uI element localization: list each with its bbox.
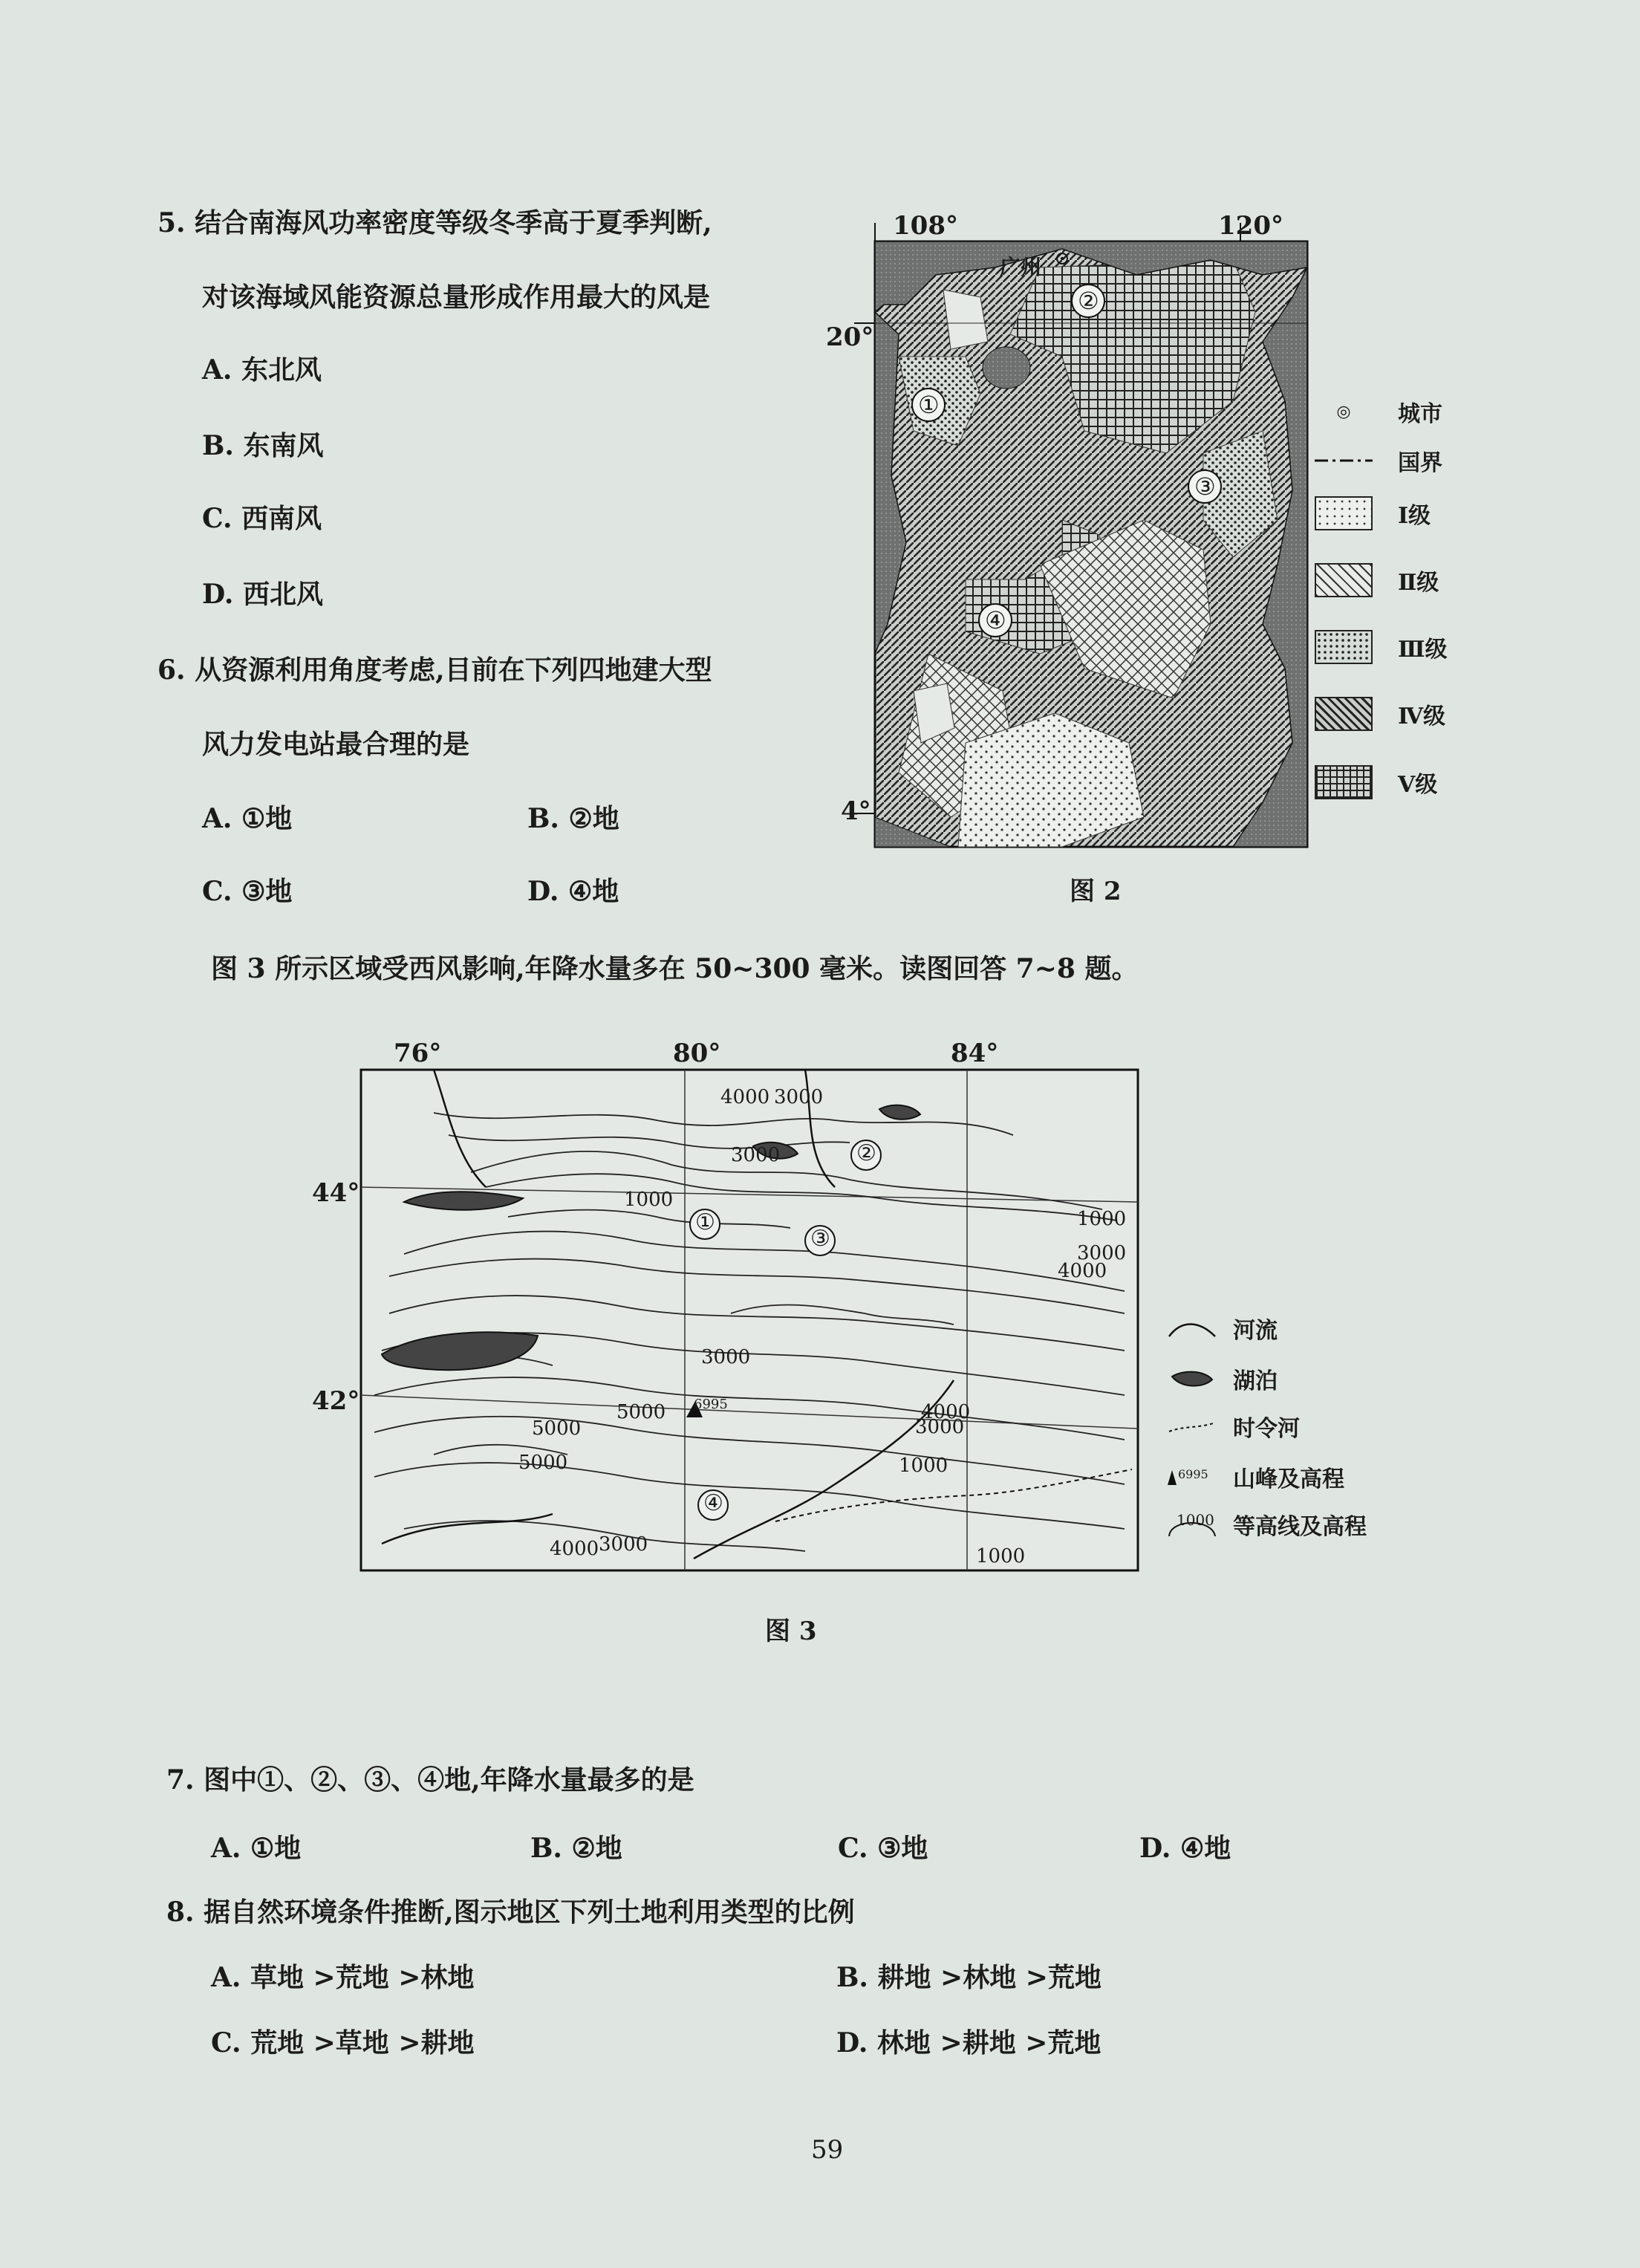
q6-line1: 6. 从资源利用角度考虑,目前在下列四地建大型 bbox=[157, 654, 712, 686]
q5-option-d: D. 西北风 bbox=[202, 579, 324, 610]
contour-label: 3000 bbox=[774, 1086, 824, 1108]
q7-option-d: D. ④地 bbox=[1139, 1833, 1231, 1864]
fig2-marker-3: ③ bbox=[1194, 472, 1216, 501]
legend-level-3: Ⅲ级 bbox=[1315, 630, 1448, 664]
contour-label: 4000 bbox=[720, 1086, 770, 1108]
contour-icon: 1000 bbox=[1166, 1511, 1218, 1538]
q5-line1: 5. 结合南海风功率密度等级冬季高于夏季判断, bbox=[157, 207, 712, 238]
fig2-lat-20: 20° bbox=[826, 322, 874, 352]
contour-label: 1000 bbox=[899, 1455, 948, 1477]
contour-label: 5000 bbox=[532, 1417, 582, 1440]
lake-icon bbox=[1166, 1368, 1218, 1390]
fig3-lon-76: 76° bbox=[394, 1039, 442, 1068]
legend-lake: 湖泊 bbox=[1166, 1362, 1278, 1395]
figure-2-map bbox=[817, 208, 1382, 854]
fig2-lat-4: 4° bbox=[841, 796, 871, 826]
contour-label: 1000 bbox=[976, 1545, 1026, 1567]
contour-label: 5000 bbox=[518, 1452, 568, 1474]
border-line-icon bbox=[1315, 453, 1373, 468]
q6-line2: 风力发电站最合理的是 bbox=[202, 729, 470, 760]
level-3-swatch bbox=[1315, 630, 1373, 664]
legend-level-5: Ⅴ级 bbox=[1315, 765, 1437, 799]
fig2-lon-120: 120° bbox=[1218, 211, 1283, 241]
legend-city: ◎ 城市 bbox=[1315, 395, 1442, 428]
contour-label: 3000 bbox=[599, 1533, 648, 1556]
fig3-lat-42: 42° bbox=[312, 1386, 360, 1416]
legend-river: 河流 bbox=[1166, 1312, 1278, 1345]
fig3-lat-44: 44° bbox=[312, 1178, 360, 1208]
level-5-swatch bbox=[1315, 765, 1373, 799]
fig3-marker-2: ② bbox=[856, 1140, 876, 1166]
fig2-marker-2: ② bbox=[1078, 287, 1099, 315]
fig2-marker-1: ① bbox=[918, 391, 940, 419]
contour-label: 3000 bbox=[915, 1416, 965, 1438]
fig2-caption: 图 2 bbox=[1070, 877, 1122, 906]
fig3-marker-3: ③ bbox=[810, 1226, 830, 1252]
q6-option-d: D. ④地 bbox=[527, 876, 619, 907]
level-4-swatch bbox=[1315, 697, 1373, 731]
q5-option-b: B. 东南风 bbox=[202, 430, 324, 461]
peak-elevation-label: 6995 bbox=[694, 1397, 728, 1412]
q7-option-c: C. ③地 bbox=[838, 1833, 928, 1864]
fig3-lon-84: 84° bbox=[951, 1039, 999, 1068]
legend-peak: 6995 山峰及高程 bbox=[1166, 1460, 1344, 1493]
seasonal-river-icon bbox=[1166, 1415, 1218, 1437]
contour-label: 1000 bbox=[1077, 1208, 1127, 1230]
fig3-caption: 图 3 bbox=[765, 1616, 817, 1646]
section-intro: 图 3 所示区域受西风影响,年降水量多在 50~300 毫米。读图回答 7~8 题。 bbox=[211, 953, 1139, 984]
legend-level-1: Ⅰ级 bbox=[1315, 496, 1431, 530]
contour-label: 3000 bbox=[701, 1346, 751, 1368]
q7-text: 7. 图中①、②、③、④地,年降水量最多的是 bbox=[166, 1764, 694, 1796]
legend-level-4: Ⅳ级 bbox=[1315, 697, 1445, 731]
q7-option-b: B. ②地 bbox=[530, 1833, 622, 1864]
q7-option-a: A. ①地 bbox=[211, 1833, 302, 1864]
contour-label: 3000 bbox=[731, 1144, 781, 1166]
contour-label: 4000 bbox=[550, 1538, 599, 1560]
fig3-marker-1: ① bbox=[695, 1209, 715, 1235]
fig2-marker-4: ④ bbox=[985, 606, 1006, 634]
q6-option-b: B. ②地 bbox=[527, 803, 619, 834]
legend-level-2: Ⅱ级 bbox=[1315, 563, 1439, 597]
q8-option-d: D. 林地 >耕地 >荒地 bbox=[836, 2027, 1102, 2059]
level-2-swatch bbox=[1315, 563, 1373, 597]
q5-option-a: A. 东北风 bbox=[202, 354, 322, 386]
fig3-marker-4: ④ bbox=[703, 1490, 723, 1516]
peak-icon: 6995 bbox=[1166, 1467, 1218, 1486]
fig2-lon-108: 108° bbox=[893, 211, 958, 241]
q5-line2: 对该海域风能资源总量形成作用最大的风是 bbox=[202, 282, 711, 313]
q8-option-c: C. 荒地 >草地 >耕地 bbox=[211, 2027, 475, 2059]
fig2-city-label: 广州 bbox=[1000, 255, 1042, 279]
level-1-swatch bbox=[1315, 496, 1373, 530]
legend-seasonal-river: 时令河 bbox=[1166, 1410, 1300, 1443]
contour-label: 3000 bbox=[1077, 1242, 1127, 1264]
q8-text: 8. 据自然环境条件推断,图示地区下列土地利用类型的比例 bbox=[166, 1897, 855, 1928]
legend-contour: 1000 等高线及高程 bbox=[1166, 1508, 1367, 1541]
contour-label: 1000 bbox=[624, 1189, 674, 1211]
river-icon bbox=[1166, 1317, 1218, 1339]
fig3-lon-80: 80° bbox=[673, 1039, 721, 1068]
page-number: 59 bbox=[811, 2135, 844, 2165]
q8-option-b: B. 耕地 >林地 >荒地 bbox=[836, 1962, 1102, 1993]
city-icon: ◎ bbox=[1336, 402, 1351, 421]
q6-option-c: C. ③地 bbox=[202, 876, 293, 907]
contour-label: 4000 bbox=[921, 1401, 971, 1423]
q5-option-c: C. 西南风 bbox=[202, 503, 322, 534]
legend-border: 国界 bbox=[1315, 444, 1442, 477]
contour-label: 4000 bbox=[1058, 1260, 1107, 1282]
q6-option-a: A. ①地 bbox=[202, 803, 293, 834]
q8-option-a: A. 草地 >荒地 >林地 bbox=[211, 1962, 475, 1993]
contour-label: 5000 bbox=[616, 1401, 666, 1423]
